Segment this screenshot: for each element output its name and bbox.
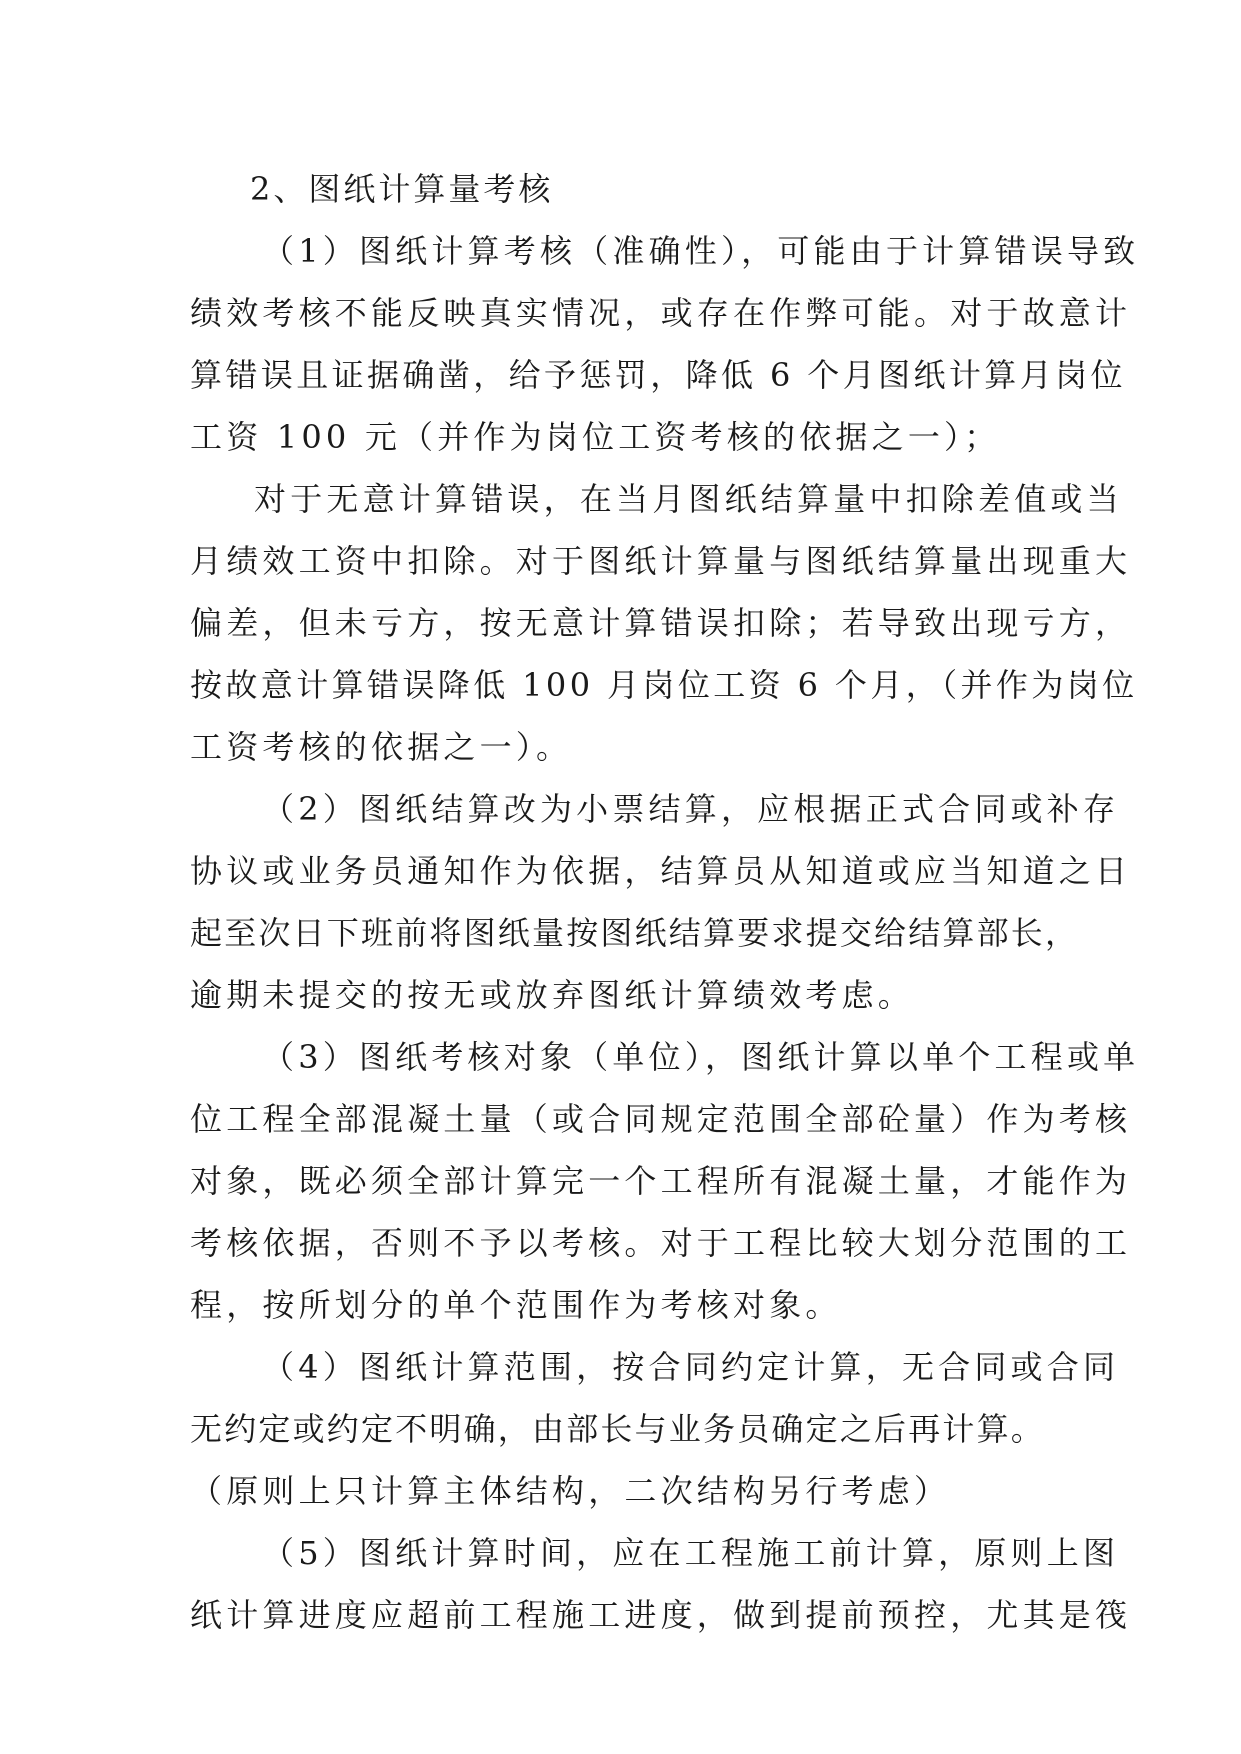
paragraph-line: （原则上只计算主体结构，二次结构另行考虑） xyxy=(190,1472,951,1510)
paragraph-line: （2）图纸结算改为小票结算，应根据正式合同或补存 xyxy=(262,790,1120,828)
paragraph-line: 考核依据，否则不予以考核。对于工程比较大划分范围的工 xyxy=(190,1224,1132,1262)
paragraph-line: 绩效考核不能反映真实情况，或存在作弊可能。对于故意计 xyxy=(190,294,1132,332)
paragraph-line: 工资考核的依据之一）。 xyxy=(190,728,573,766)
paragraph-line: 工资 100 元（并作为岗位工资考核的依据之一）； xyxy=(190,418,1001,456)
paragraph-line: 按故意计算错误降低 100 月岗位工资 6 个月，（并作为岗位 xyxy=(190,666,1138,704)
paragraph-line: （1）图纸计算考核（准确性），可能由于计算错误导致 xyxy=(262,232,1140,270)
paragraph-line: 月绩效工资中扣除。对于图纸计算量与图纸结算量出现重大 xyxy=(190,542,1132,580)
paragraph-line: 协议或业务员通知作为依据，结算员从知道或应当知道之日 xyxy=(190,852,1132,890)
paragraph-line: 程，按所划分的单个范围作为考核对象。 xyxy=(190,1286,842,1324)
paragraph-line: 无约定或约定不明确，由部长与业务员确定之后再计算。 xyxy=(190,1410,1046,1448)
paragraph-line: 逾期未提交的按无或放弃图纸计算绩效考虑。 xyxy=(190,976,915,1014)
paragraph-line: （4）图纸计算范围，按合同约定计算，无合同或合同 xyxy=(262,1348,1120,1386)
paragraph-line: （3）图纸考核对象（单位），图纸计算以单个工程或单 xyxy=(262,1038,1140,1076)
paragraph-line: 偏差，但未亏方，按无意计算错误扣除；若导致出现亏方， xyxy=(190,604,1132,642)
document-page xyxy=(190,158,1140,1646)
paragraph-line: 算错误且证据确凿，给予惩罚，降低 6 个月图纸计算月岗位 xyxy=(190,356,1126,394)
paragraph-line: 对于无意计算错误，在当月图纸结算量中扣除差值或当 xyxy=(254,480,1123,518)
paragraph-line: 位工程全部混凝土量（或合同规定范围全部砼量）作为考核 xyxy=(190,1100,1132,1138)
paragraph-line: （5）图纸计算时间，应在工程施工前计算，原则上图 xyxy=(262,1534,1120,1572)
paragraph-line: 纸计算进度应超前工程施工进度，做到提前预控，尤其是筏 xyxy=(190,1596,1132,1634)
paragraph-line: 对象，既必须全部计算完一个工程所有混凝土量，才能作为 xyxy=(190,1162,1132,1200)
paragraph-line: 起至次日下班前将图纸量按图纸结算要求提交给结算部长， xyxy=(190,914,1080,952)
section-heading: 2、图纸计算量考核 xyxy=(250,170,554,208)
